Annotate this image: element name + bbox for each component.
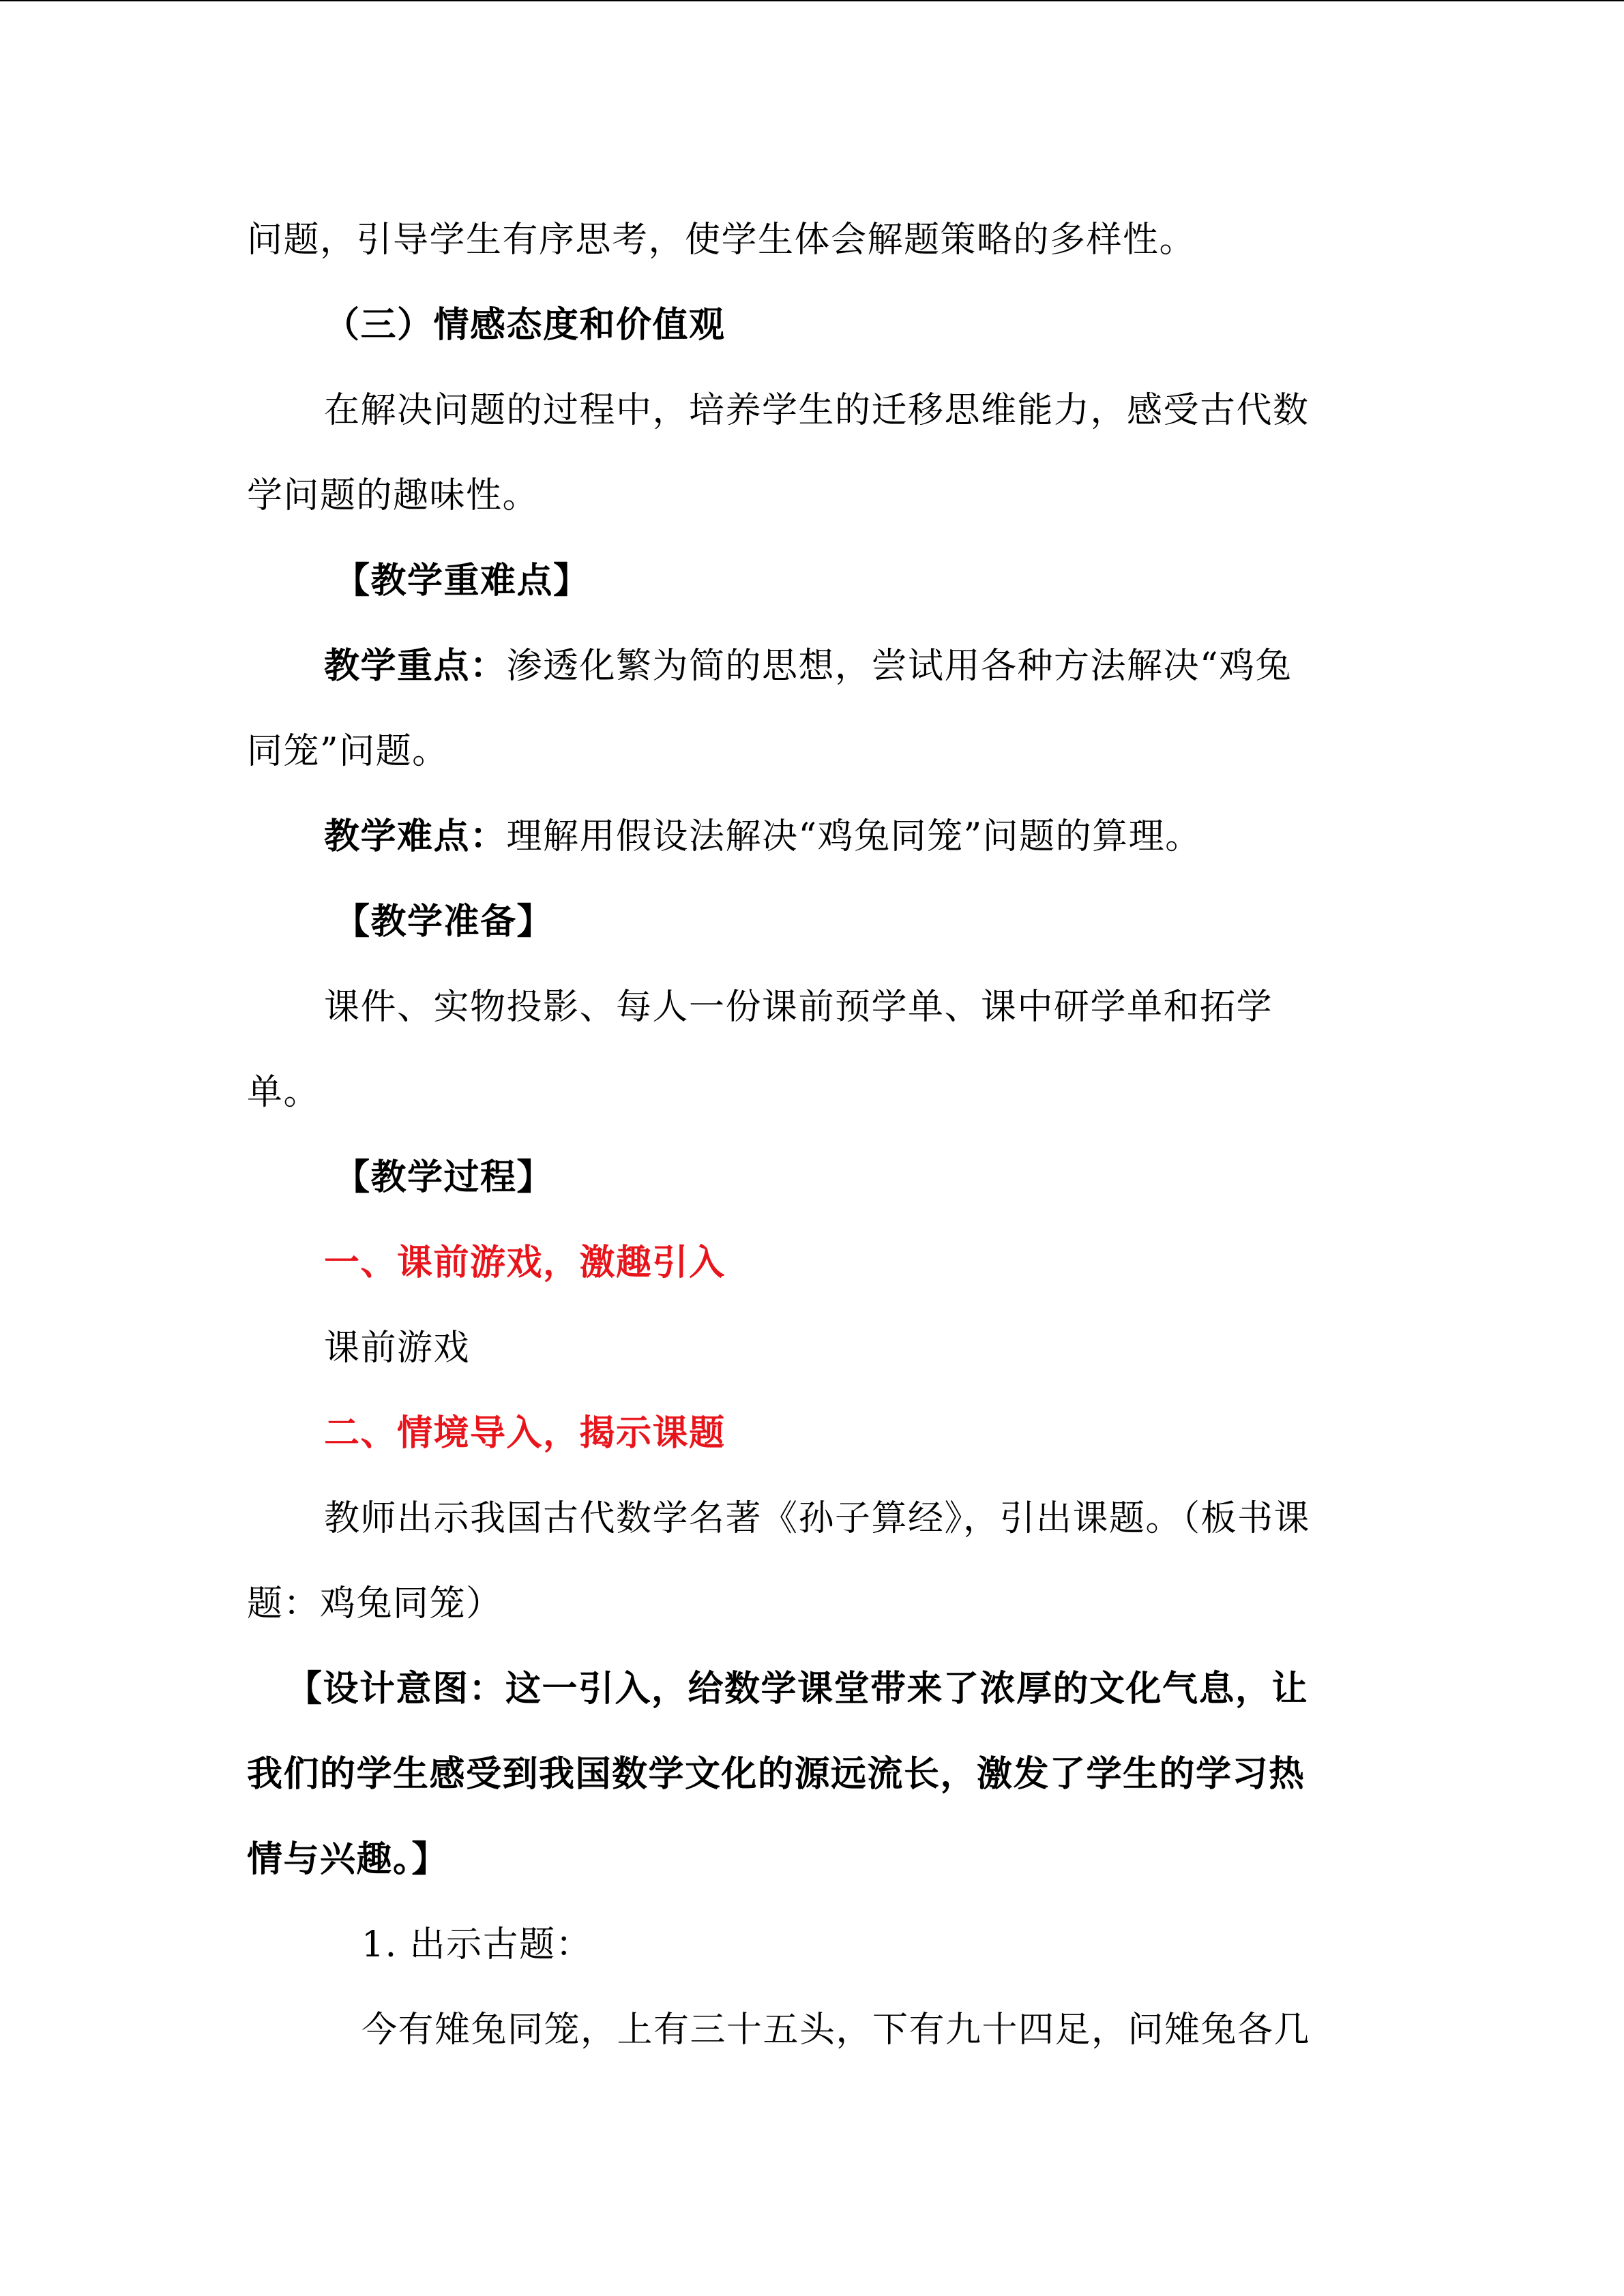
paragraph-text: 课件、实物投影、每人一份课前预学单、课中研学单和拓学 [324, 987, 1273, 1028]
section-heading: 【教学重难点】 [334, 560, 590, 601]
paragraph-text: 同笼”问题。 [247, 731, 449, 772]
difficulty-label: 教学难点： [324, 816, 507, 857]
section-heading: （三）情感态度和价值观 [324, 304, 726, 346]
section-heading: 【教学过程】 [334, 1157, 554, 1198]
paragraph-text: 学问题的趣味性。 [247, 475, 540, 516]
red-step-heading: 二、情境导入，揭示课题 [324, 1412, 726, 1454]
difficulty-paragraph [324, 816, 1354, 857]
key-point-paragraph [324, 646, 1354, 687]
paragraph-text: 在解决问题的过程中，培养学生的迁移思维能力，感受古代数 [324, 390, 1310, 431]
key-point-label: 教学重点： [324, 645, 507, 687]
paragraph-text: 问题，引导学生有序思考，使学生体会解题策略的多样性。 [247, 220, 1196, 260]
design-intent-text: 情与兴趣。】 [247, 1838, 449, 1880]
paragraph-text: 课前游戏 [324, 1328, 471, 1369]
numbered-item: 1. 出示古题： [361, 1924, 593, 1965]
key-point-text: 渗透化繁为简的思想，尝试用各种方法解决“鸡兔 [506, 646, 1293, 687]
paragraph-text: 题：鸡兔同笼） [247, 1583, 503, 1624]
paragraph-text: 今有雉兔同笼，上有三十五头，下有九十四足，问雉兔各几 [361, 2010, 1311, 2051]
red-step-heading: 一、课前游戏，激趣引入 [324, 1242, 726, 1283]
difficulty-text: 理解用假设法解决“鸡兔同笼”问题的算理。 [506, 816, 1202, 857]
paragraph-text: 单。 [247, 1072, 321, 1113]
design-intent-text: 【设计意图：这一引入，给数学课堂带来了浓厚的文化气息，让 [286, 1668, 1309, 1710]
paragraph-text: 教师出示我国古代数学名著《孙子算经》，引出课题。（板书课 [324, 1498, 1311, 1539]
design-intent-text: 我们的学生感受到我国数学文化的源远流长，激发了学生的学习热 [247, 1753, 1305, 1795]
section-heading: 【教学准备】 [334, 901, 554, 942]
